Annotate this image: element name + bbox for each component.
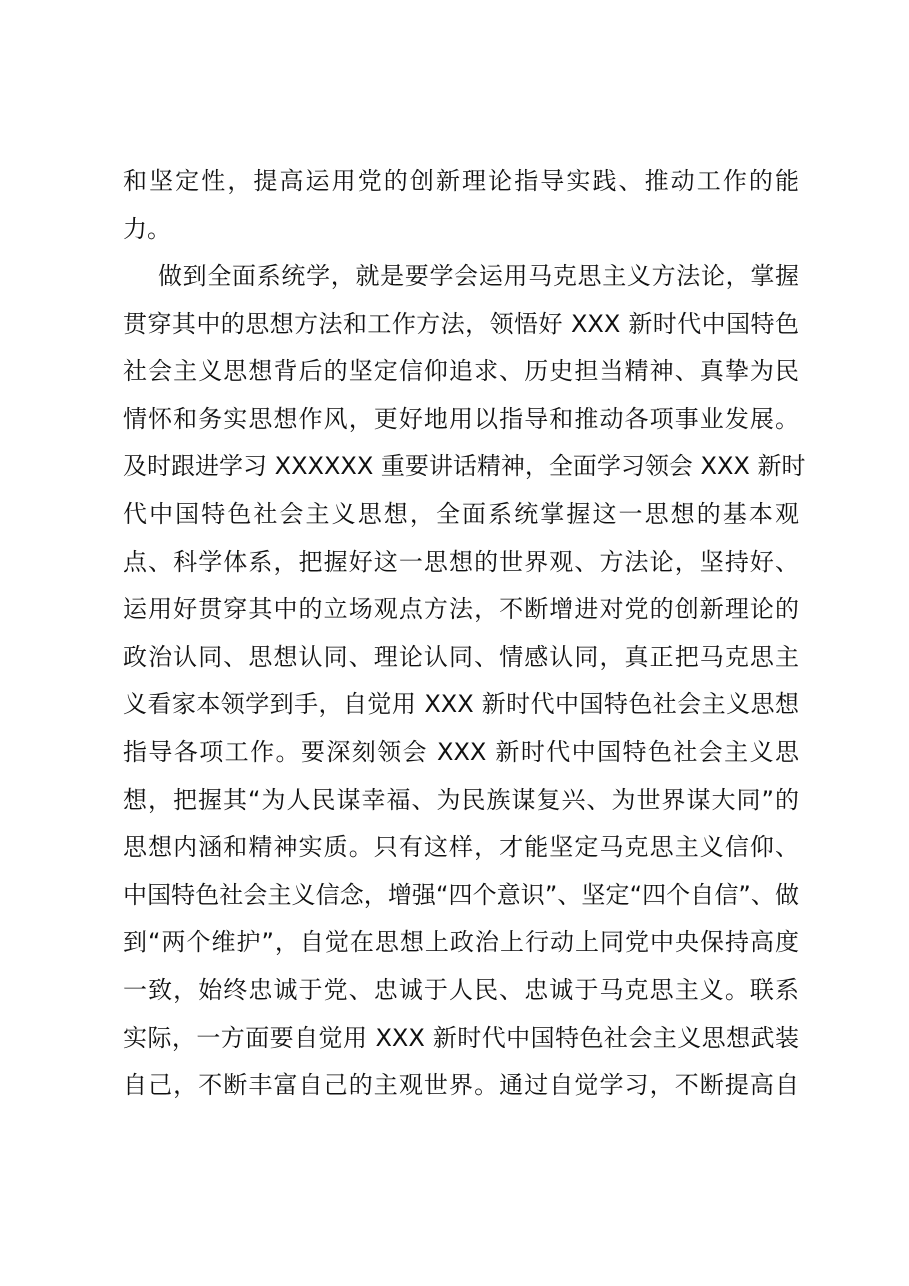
text-line: 和坚定性，提高运用党的创新理论指导实践、推动工作的能 — [123, 167, 799, 195]
text-line: 代中国特色社会主义思想，全面系统掌握这一思想的基本观 — [123, 499, 799, 528]
text-line: 运用好贯穿其中的立场观点方法，不断增进对党的创新理论的 — [123, 595, 799, 624]
paragraph-continuation — [123, 158, 799, 253]
text-line: 政治认同、思想认同、理论认同、情感认同，真正把马克思主 — [123, 642, 799, 671]
text-line: 贯穿其中的思想方法和工作方法，领悟好 XXX 新时代中国特色 — [123, 309, 799, 338]
text-line: 及时跟进学习 XXXXXX 重要讲话精神，全面学习领会 XXX 新时 — [123, 452, 806, 481]
text-line: 指导各项工作。要深刻领会 XXX 新时代中国特色社会主义思 — [123, 737, 799, 766]
text-line: 想，把握其“为人民谋幸福、为民族谋复兴、为世界谋大同”的 — [123, 785, 799, 814]
text-line: 义看家本领学到手，自觉用 XXX 新时代中国特色社会主义思想 — [123, 690, 799, 719]
text-line: 一致，始终忠诚于党、忠诚于人民、忠诚于马克思主义。联系 — [123, 975, 799, 1004]
text-line-indented: 做到全面系统学，就是要学会运用马克思主义方法论，掌握 — [158, 262, 799, 290]
text-line: 思想内涵和精神实质。只有这样，才能坚定马克思主义信仰、 — [123, 833, 799, 862]
text-line: 自己，不断丰富自己的主观世界。通过自觉学习，不断提高自 — [123, 1071, 799, 1100]
text-line: 情怀和务实思想作风，更好地用以指导和推动各项事业发展。 — [123, 404, 799, 433]
text-line: 力。 — [123, 214, 171, 243]
text-line: 到“两个维护”，自觉在思想上政治上行动上同党中央保持高度 — [123, 928, 799, 957]
text-line: 点、科学体系，把握好这一思想的世界观、方法论，坚持好、 — [123, 547, 799, 576]
text-line: 中国特色社会主义信念，增强“四个意识”、坚定“四个自信”、做 — [123, 880, 799, 909]
text-line: 实际，一方面要自觉用 XXX 新时代中国特色社会主义思想武装 — [123, 1023, 799, 1052]
text-line: 社会主义思想背后的坚定信仰追求、历史担当精神、真挚为民 — [123, 357, 799, 386]
paragraph-main — [123, 253, 806, 1110]
